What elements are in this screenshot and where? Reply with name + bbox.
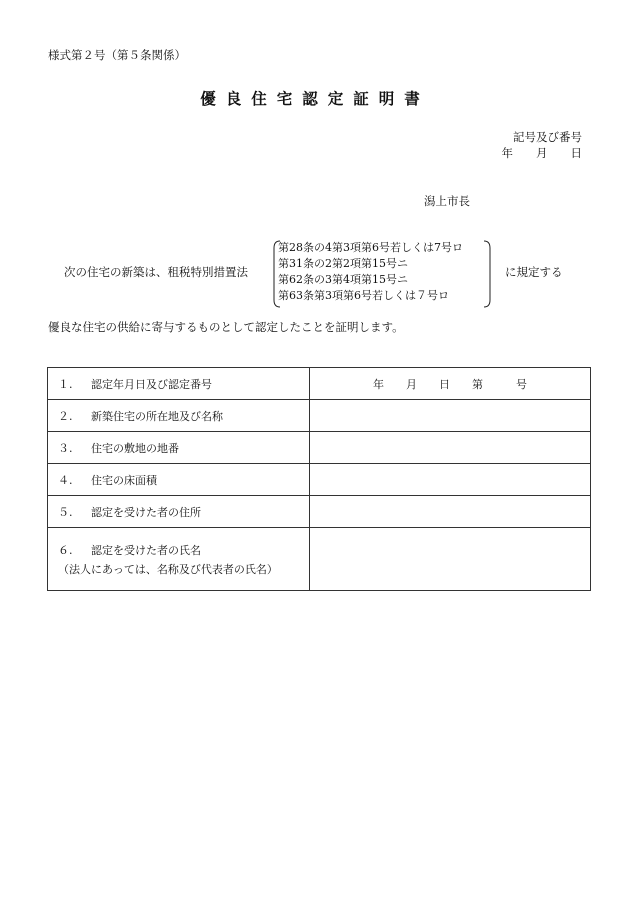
issue-date-placeholder: 年 月 日 [501,146,582,160]
row-label-text: 住宅の敷地の地番 [91,441,179,455]
row-label [48,368,310,400]
row-label-text: 認定を受けた者の住所 [91,505,201,519]
article-item: 第62条の3第4項第15号ニ [278,273,408,286]
row-label [48,528,310,591]
row-number: ２. [58,409,73,423]
document-title: 優良住宅認定証明書 [200,89,430,108]
article-bracket-group [272,240,492,308]
article-item: 第28条の4第3項第6号若しくは7号ロ [278,241,463,254]
row-label-text: 認定年月日及び認定番号 [91,377,212,391]
article-list [278,240,463,304]
table-row [48,432,591,464]
reference-number-label: 記号及び番号 [513,130,582,144]
name-value-field[interactable] [310,528,591,591]
row-number: ４. [58,473,73,487]
article-item: 第63条第3項第6号若しくは７号ロ [278,289,449,302]
row-label [48,464,310,496]
table-row [48,528,591,591]
row-number: ３. [58,441,73,455]
statement-suffix: に規定する [505,265,563,279]
row-number: １. [58,377,73,391]
row-label-text: 住宅の床面積 [91,473,157,487]
lot-number-value-field[interactable] [310,432,591,464]
issuer-name: 潟上市長 [424,194,470,208]
row-label-text: 新築住宅の所在地及び名称 [91,409,223,423]
row-number: ５. [58,505,73,519]
table-row [48,464,591,496]
row-label [48,400,310,432]
statement-intro: 次の住宅の新築は、租税特別措置法 [64,265,248,279]
registration-value: 年 月 日 第 号 [310,368,591,400]
row-sublabel: （法人にあっては、名称及び代表者の氏名） [58,562,278,576]
table-row [48,496,591,528]
article-item: 第31条の2第2項第15号ニ [278,257,408,270]
form-number: 様式第２号（第５条関係） [48,48,186,62]
row-label [48,432,310,464]
floor-area-value-field[interactable] [310,464,591,496]
certification-statement: 優良な住宅の供給に寄与するものとして認定したことを証明します。 [48,320,404,334]
row-label-text: 認定を受けた者の氏名 [91,543,201,557]
location-value-field[interactable] [310,400,591,432]
address-value-field[interactable] [310,496,591,528]
certificate-table [47,367,591,591]
row-label [48,496,310,528]
row-number: ６. [58,543,73,557]
table-row [48,368,591,400]
table-row [48,400,591,432]
